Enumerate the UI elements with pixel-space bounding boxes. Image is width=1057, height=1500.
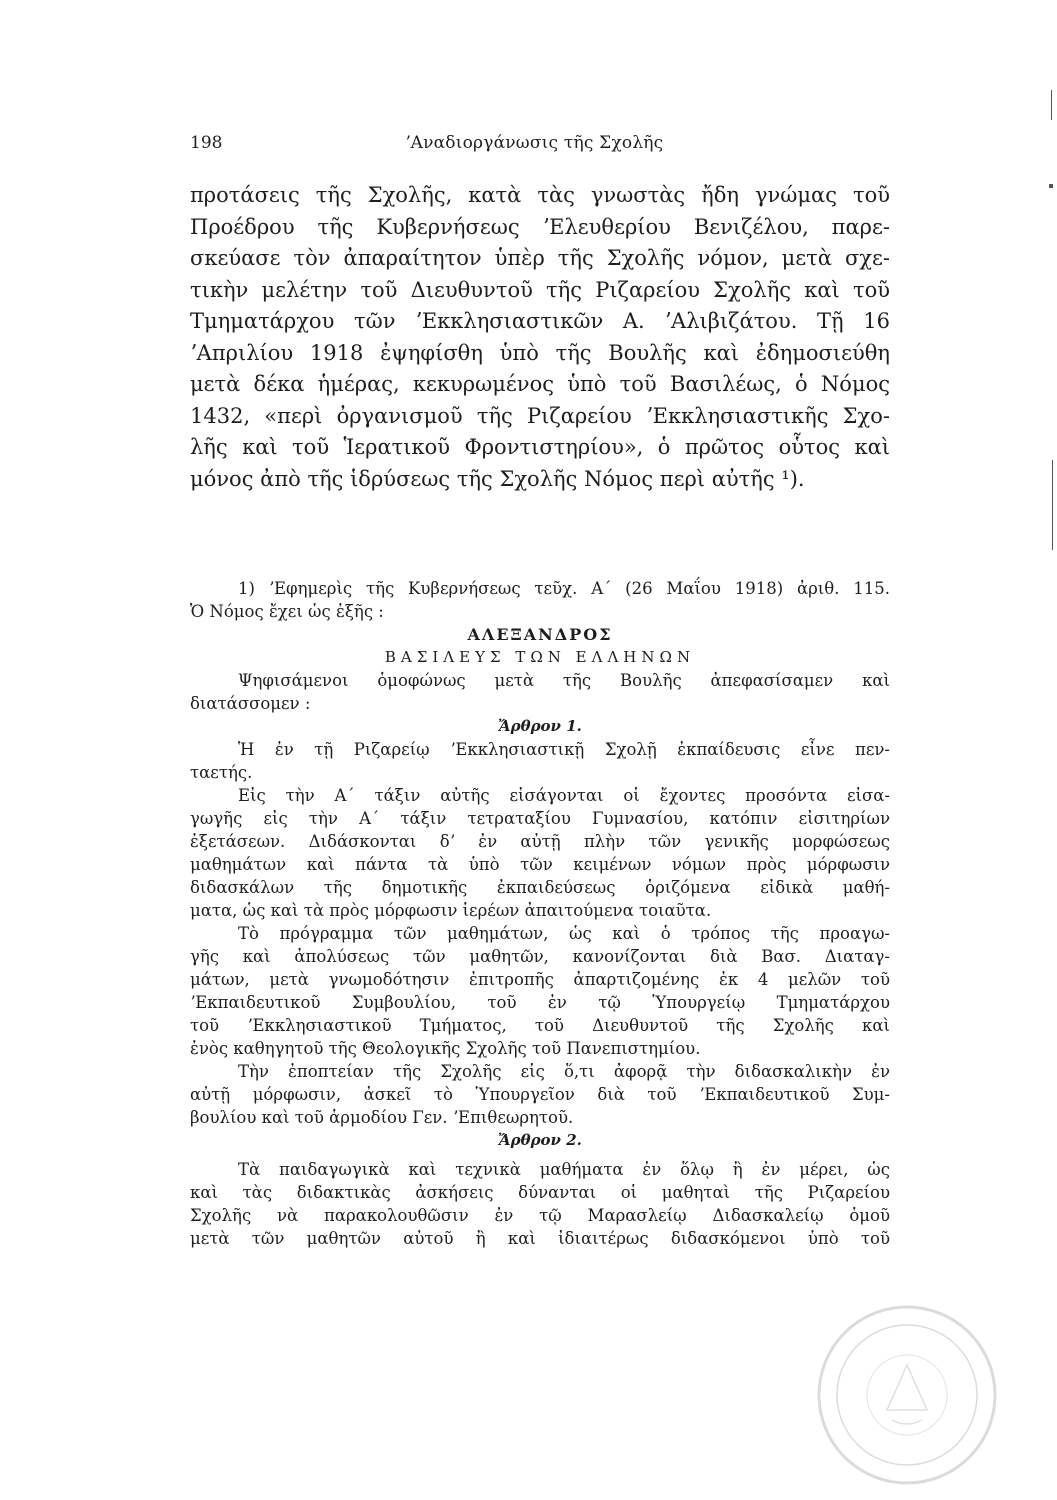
article-line: γωγῆς εἰς τὴν Α΄ τάξιν τετραταξίου Γυμνασίου, κατόπιν εἰσιτηρίων (190, 809, 890, 828)
article-line: διδασκάλων τῆς δημοτικῆς ἐκπαιδεύσεως ὁριζόμενα εἰδικὰ μαθή- (190, 878, 890, 897)
article-line: ἐξετάσεων. Διδάσκονται δʼ ἐν αὐτῇ πλὴν τῶν γενικῆς μορφώσεως (190, 832, 890, 851)
article-line: Τὴν ἐποπτείαν τῆς Σχολῆς εἰς ὅ,τι ἀφορᾷ τὴν διδασκαλικὴν ἐν (238, 1062, 890, 1081)
king-name: ΑΛΕΞΑΝΔΡΟΣ (467, 625, 613, 644)
main-text-line: προτάσεις τῆς Σχολῆς, κατὰ τὰς γνωστὰς ἤδη γνώμας τοῦ (190, 183, 890, 207)
article-line: γῆς καὶ ἀπολύσεως τῶν μαθητῶν, κανονίζονται διὰ Βασ. Διαταγ- (190, 947, 890, 966)
edge-mark (1052, 460, 1053, 550)
article-line: Ἡ ἐν τῇ Ριζαρείῳ ʼΕκκλησιαστικῇ Σχολῇ ἐκπαίδευσις εἶνε πεν- (238, 740, 890, 759)
main-text-line: Προέδρου τῆς Κυβερνήσεως ʼΕλευθερίου Βενιζέλου, παρε- (190, 214, 890, 239)
footnote-intro: Ὁ Νόμος ἔχει ὡς ἑξῆς : (190, 602, 384, 621)
article-line: Τὸ πρόγραμμα τῶν μαθημάτων, ὡς καὶ ὁ τρόπος τῆς προαγω- (238, 924, 890, 943)
edge-mark (1051, 90, 1052, 120)
article-line: ʼΕκπαιδευτικοῦ Συμβουλίου, τοῦ ἐν τῷ Ὑπουργείῳ Τμηματάρχου (190, 993, 890, 1012)
article-heading: Ἄρθρον 1. (498, 717, 582, 735)
footnote-block (190, 577, 890, 1250)
main-text-line: μετὰ δέκα ἡμέρας, κεκυρωμένος ὑπὸ τοῦ Βασιλέως, ὁ Νόμος (190, 372, 890, 396)
edge-mark (1049, 184, 1053, 188)
running-head: ʼΑναδιοργάνωσις τῆς Σχολῆς (405, 133, 664, 153)
main-text-line: 1432, «περὶ ὀργανισμοῦ τῆς Ριζαρείου ʼΕκκλησιαστικῆς Σχο- (190, 403, 890, 428)
article-line: ἑνὸς καθηγητοῦ τῆς Θεολογικῆς Σχολῆς τοῦ Πανεπιστημίου. (190, 1039, 701, 1058)
article-line: μαθημάτων καὶ πάντα τὰ ὑπὸ τῶν κειμένων νόμων πρὸς μόρφωσιν (190, 855, 890, 874)
article-line: Τὰ παιδαγωγικὰ καὶ τεχνικὰ μαθήματα ἐν ὅλῳ ἢ ἐν μέρει, ὡς (238, 1160, 890, 1179)
main-text-line: μόνος ἀπὸ τῆς ἱδρύσεως τῆς Σχολῆς Νόμος περὶ αὐτῆς ¹). (190, 466, 805, 491)
article-line: Εἰς τὴν Α΄ τάξιν αὐτῆς εἰσάγονται οἱ ἔχοντες προσόντα εἰσα- (238, 786, 890, 805)
article-line: Σχολῆς νὰ παρακολουθῶσιν ἐν τῷ Μαρασλείῳ Διδασκαλείῳ ὁμοῦ (190, 1206, 890, 1225)
preamble-line: Ψηφισάμενοι ὁμοφώνως μετὰ τῆς Βουλῆς ἀπεφασίσαμεν καὶ (238, 671, 890, 690)
article-line: αὐτῇ μόρφωσιν, ἀσκεῖ τὸ Ὑπουργεῖον διὰ τοῦ ʼΕκπαιδευτικοῦ Συμ- (190, 1085, 890, 1104)
king-title: ΒΑΣΙΛΕΥΣ ΤΩΝ ΕΛΛΗΝΩΝ (384, 648, 696, 666)
main-text-line: σκεύασε τὸν ἀπαραίτητον ὑπὲρ τῆς Σχολῆς νόμον, μετὰ σχε- (190, 246, 890, 270)
article-line: ταετής. (190, 763, 253, 782)
main-text-line: Τμηματάρχου τῶν ʼΕκκλησιαστικῶν Α. ʼΑλιβιζάτου. Τῇ 16 (190, 309, 890, 333)
main-text-line: τικὴν μελέτην τοῦ Διευθυντοῦ τῆς Ριζαρείου Σχολῆς καὶ τοῦ (190, 277, 890, 302)
main-text-line: ʼΑπριλίου 1918 ἐψηφίσθη ὑπὸ τῆς Βουλῆς καὶ ἐδημοσιεύθη (190, 340, 890, 365)
main-text-line: λῆς καὶ τοῦ Ἱερατικοῦ Φροντιστηρίου», ὁ πρῶτος οὗτος καὶ (190, 435, 890, 459)
article-line: καὶ τὰς διδακτικὰς ἀσκήσεις δύνανται οἱ μαθηταὶ τῆς Ριζαρείου (190, 1183, 890, 1202)
scan-edge-marks (1037, 0, 1057, 1500)
article-line: ματα, ὡς καὶ τὰ πρὸς μόρφωσιν ἱερέων ἀπαιτούμενα τοιαῦτα. (190, 901, 712, 920)
article-line: μάτων, μετὰ γνωμοδότησιν ἐπιτροπῆς ἀπαρτιζομένης ἐκ 4 μελῶν τοῦ (190, 970, 890, 989)
page-header (0, 133, 1057, 163)
main-text (190, 180, 890, 495)
page-number: 198 (190, 133, 223, 153)
footnote-citation: 1) ʼΕφημερὶς τῆς Κυβερνήσεως τεῦχ. Α΄ (26 Μαΐου 1918) ἀριθ. 115. (238, 579, 890, 598)
article-heading: Ἄρθρον 2. (498, 1131, 582, 1149)
university-seal-icon (812, 1300, 1002, 1490)
article-line: βουλίου καὶ τοῦ ἁρμοδίου Γεν. ʼΕπιθεωρητοῦ. (190, 1108, 574, 1127)
article-line: τοῦ ʼΕκκλησιαστικοῦ Τμήματος, τοῦ Διευθυντοῦ τῆς Σχολῆς καὶ (190, 1016, 890, 1035)
article-line: μετὰ τῶν μαθητῶν αὐτοῦ ἢ καὶ ἰδιαιτέρως διδασκόμενοι ὑπὸ τοῦ (190, 1229, 890, 1248)
preamble-line: διατάσσομεν : (190, 694, 311, 713)
